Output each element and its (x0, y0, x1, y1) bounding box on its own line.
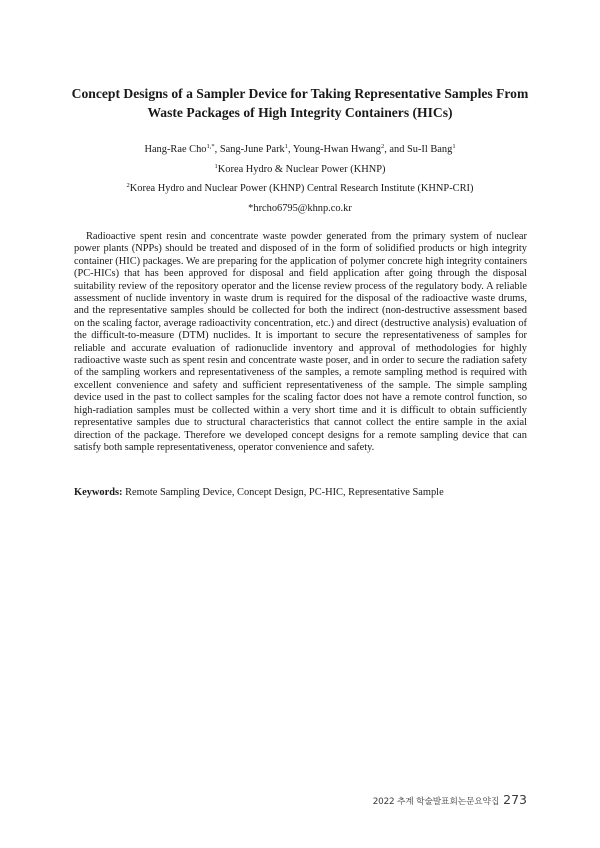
title-line-2: Waste Packages of High Integrity Containers (HICs) (147, 105, 453, 120)
author-affil-4: 1 (452, 143, 456, 150)
page-number: 273 (503, 792, 527, 807)
author-affil-3: 2 (380, 143, 385, 150)
corresponding-email: *hrcho6795@khnp.co.kr (248, 202, 352, 214)
author-affil-2: 1 (284, 143, 288, 150)
author-block (60, 140, 540, 218)
author-name-4: Su-Il Bang (407, 144, 453, 155)
author-name-3: Young-Hwan Hwang (292, 144, 381, 155)
abstract-paragraph: Radioactive spent resin and concentrate waste powder generated from the primary system of nuclear power plants (NPPs) should be treated and disposed of in the form of solidified products or high integrity container (HIC) packages. We are preparing for the application of polymer concrete high integrity containers (PC-HICs) that has been approved for disposal and field application after going through the disposal suitability review of the repository operator and the license review process of the regulatory body. A reliable assessment of nuclide inventory in waste drum is required for the disposal of the radioactive waste drums, and the representative samples should be collected for both the indirect (non-destructive assessment based on the scaling factor, average radioactivity concentration, etc.) and direct (destructive analysis) evaluation of the difficult-to-measure (DTM) nuclides. It is important to secure the representativeness of samples for reliable and accurate evaluation of radionuclide inventory and approval of methodologies for highly radioactive waste such as spent resin and concentrate waste poser, and in order to secure the radiation safety of the sampling workers and representativeness of the samples, a remote sampling method is required with excellent convenience and safety and sufficient representativeness of the sample. The simple sampling device used in the past to collect samples for the scaling factor does not have a remote control function, so high-radiation samples must be collected within a very short time and it is difficult to obtain sufficiently representative samples due to structural characteristics that cannot collect the entire sample in the axial direction of the package. Therefore we developed concept designs for a remote sampling device that can satisfy both sample representativeness, operator convenience and safety. (74, 231, 527, 453)
author-list: Hang-Rae Cho$^{1,*}$, Sang-June Park$^1$, Young-Hwan Hwang$^2$, and Su-Il Bang$^1$ (144, 143, 456, 155)
affiliation-1: $^1$Korea Hydro & Nuclear Power (KHNP) (214, 162, 386, 175)
keywords-label: Keywords: (74, 487, 123, 498)
corresponding-mark: * (211, 143, 215, 150)
keywords-text: Remote Sampling Device, Concept Design, PC-HIC, Representative Sample (125, 487, 444, 498)
keywords-line (74, 486, 527, 500)
author-affil-1: 1,* (206, 143, 215, 150)
title-line-1: Concept Designs of a Sampler Device for Taking Representative Samples From (71, 86, 529, 101)
page-footer (373, 792, 527, 807)
author-name-2: Sang-June Park (219, 144, 285, 155)
author-name-1: Hang-Rae Cho (144, 144, 207, 155)
proceedings-label: 2022 추계 학술발표회논문요약집 (372, 797, 500, 807)
affiliation-2: $^2$Korea Hydro and Nuclear Power (KHNP) Central Research Institute (KHNP-CRI) (126, 182, 474, 194)
paper-title (60, 84, 540, 122)
